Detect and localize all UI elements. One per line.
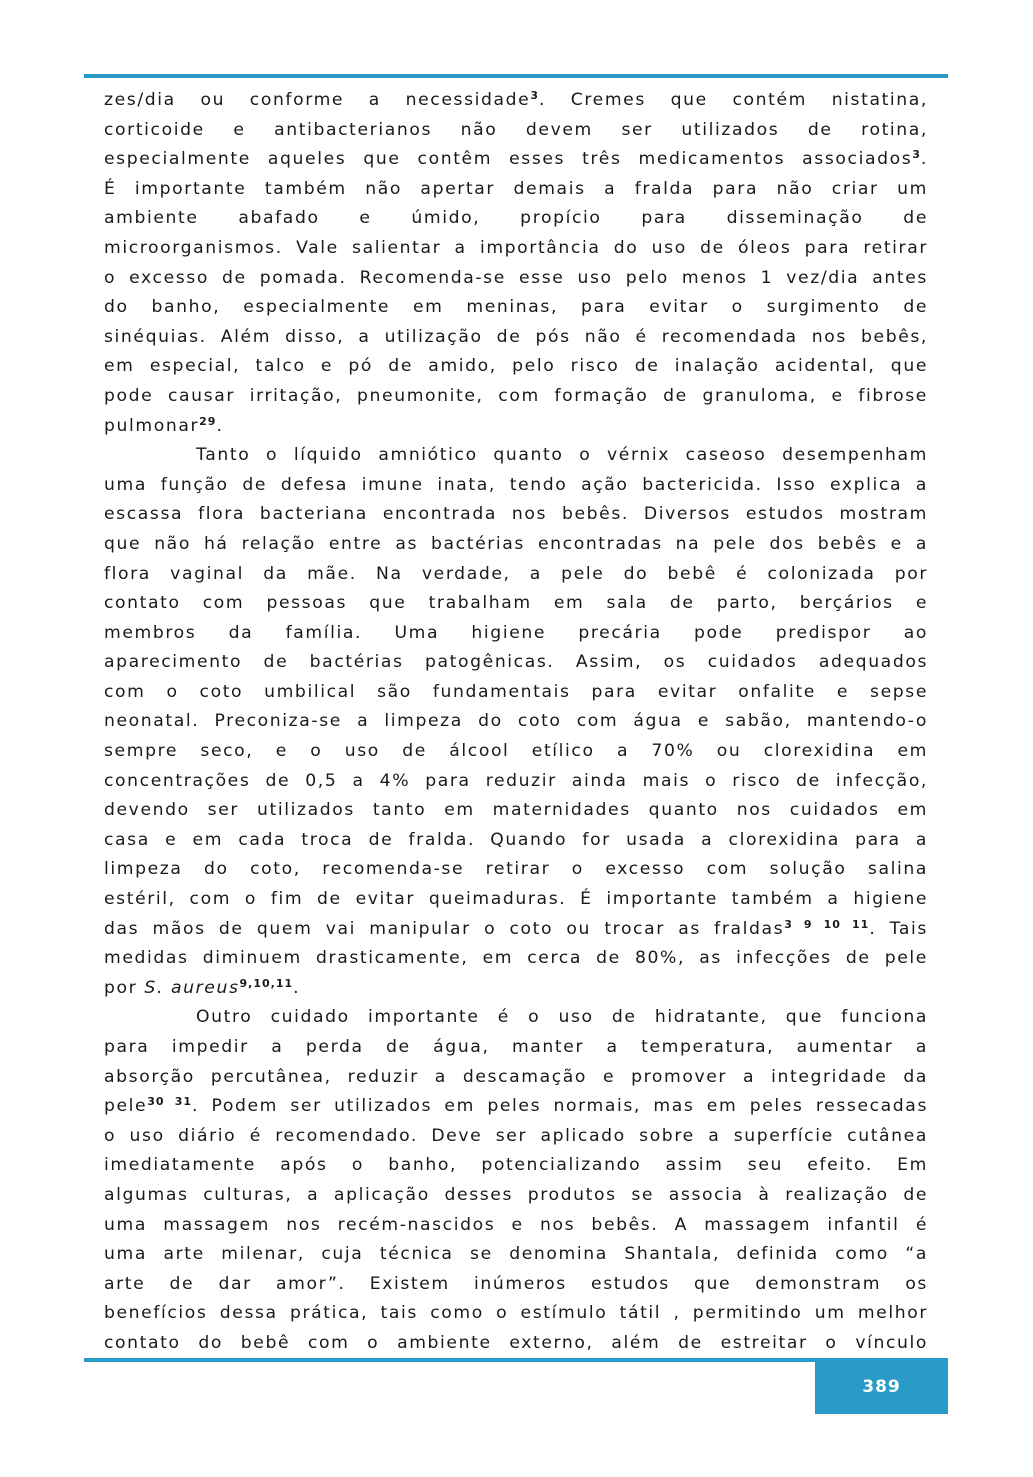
text-segment: absorção percutânea, reduzir a descamação e promover a integridade da: [104, 1066, 928, 1087]
text-line: [104, 412, 928, 442]
text-segment: aparecimento de bactérias patogênicas. Assim, os cuidados adequados: [104, 652, 928, 673]
text-segment: . Cremes que contém nistatina,: [538, 90, 928, 110]
text-segment: zes/dia ou conforme a necessidade: [104, 90, 531, 110]
text-line: [104, 826, 928, 856]
text-line: [104, 915, 928, 945]
text-line: [104, 1122, 928, 1152]
text-segment: do banho, especialmente em meninas, para evitar o surgimento de: [104, 297, 928, 318]
text-segment: microorganismos. Vale salientar a importância do uso de óleos para retirar: [104, 237, 928, 258]
text-segment: flora vaginal da mãe. Na verdade, a pele do bebê é colonizada por: [104, 563, 928, 584]
text-line: [104, 382, 928, 412]
text-line: [104, 116, 928, 146]
top-rule: [84, 74, 948, 78]
text-line: [104, 86, 928, 116]
text-segment: contato do bebê com o ambiente externo, além de estreitar o vínculo: [104, 1332, 928, 1353]
page-number-badge: [815, 1360, 948, 1414]
text-segment: das mãos de quem vai manipular o coto ou trocar as fraldas: [104, 918, 785, 939]
text-segment: .: [920, 149, 928, 170]
text-segment: Outro cuidado importante é o uso de hidratante, que funciona: [196, 1007, 928, 1028]
text-segment: devendo ser utilizados tanto em maternidades quanto nos cuidados em: [104, 800, 928, 821]
text-line: [104, 441, 928, 471]
text-segment: por: [104, 977, 145, 998]
text-line: [104, 234, 928, 264]
text-line: [104, 855, 928, 885]
text-line: [104, 648, 928, 678]
text-line: [104, 1270, 928, 1300]
text-line: [104, 1240, 928, 1270]
text-segment: escassa flora bacteriana encontrada nos bebês. Diversos estudos mostram: [104, 504, 928, 525]
text-line: [104, 500, 928, 530]
text-segment: com o coto umbilical são fundamentais para evitar onfalite e sepse: [104, 681, 928, 702]
text-line: [104, 1033, 928, 1063]
text-line: [104, 1003, 928, 1033]
text-segment: o excesso de pomada. Recomenda-se esse uso pelo menos 1 vez/dia antes: [104, 267, 928, 288]
text-segment: medidas diminuem drasticamente, em cerca de 80%, as infecções de pele: [104, 948, 928, 969]
text-segment: estéril, com o fim de evitar queimaduras. É importante também a higiene: [104, 889, 928, 910]
text-line: [104, 619, 928, 649]
text-line: [104, 707, 928, 737]
text-segment: para impedir a perda de água, manter a temperatura, aumentar a: [104, 1037, 928, 1057]
text-segment: sinéquias. Além disso, a utilização de pós não é recomendada nos bebês,: [104, 326, 928, 347]
text-line: [104, 204, 928, 234]
text-segment: concentrações de 0,5 a 4% para reduzir ainda mais o risco de infecção,: [104, 770, 928, 791]
text-line: [104, 1211, 928, 1241]
text-segment: pode causar irritação, pneumonite, com formação de granuloma, e fibrose: [104, 385, 928, 406]
text-segment: uma arte milenar, cuja técnica se denomina Shantala, definida como “a: [104, 1244, 928, 1265]
text-segment: corticoide e antibacterianos não devem ser utilizados de rotina,: [104, 119, 928, 140]
reference-superscript: 3 9 10 11: [784, 917, 870, 931]
text-segment: uma função de defesa imune inata, tendo ação bactericida. Isso explica a: [104, 474, 928, 495]
text-segment: contato com pessoas que trabalham em sala de parto, berçários e: [104, 593, 928, 614]
text-line: [104, 145, 928, 175]
text-segment: . Podem ser utilizados em peles normais, mas em peles ressecadas: [192, 1096, 928, 1117]
text-segment: neonatal. Preconiza-se a limpeza do coto com água e sabão, mantendo-o: [104, 711, 928, 732]
text-line: [104, 323, 928, 353]
text-segment: ambiente abafado e úmido, propício para disseminação de: [104, 208, 928, 229]
text-line: [104, 264, 928, 294]
text-segment: imediatamente após o banho, potencializando assim seu efeito. Em: [104, 1155, 928, 1176]
reference-superscript: 29: [199, 414, 217, 428]
text-line: [104, 471, 928, 501]
text-segment: .: [293, 977, 301, 998]
text-segment: . Tais: [869, 918, 928, 939]
text-line: [104, 1063, 928, 1093]
text-segment: sempre seco, e o uso de álcool etílico a 70% ou clorexidina em: [104, 741, 928, 762]
reference-superscript: 3: [912, 148, 921, 162]
text-segment: o uso diário é recomendado. Deve ser aplicado sobre a superfície cutânea: [104, 1125, 928, 1146]
text-line: [104, 530, 928, 560]
text-line: [104, 589, 928, 619]
text-line: [104, 175, 928, 205]
text-line: [104, 796, 928, 826]
reference-superscript: 3: [530, 89, 539, 102]
text-line: [104, 944, 928, 974]
text-line: [104, 1329, 928, 1359]
text-line: [104, 737, 928, 767]
text-segment: especialmente aqueles que contêm esses três medicamentos associados: [104, 149, 913, 170]
text-segment: uma massagem nos recém-nascidos e nos bebês. A massagem infantil é: [104, 1214, 928, 1235]
text-segment: pele: [104, 1096, 148, 1117]
body-text: [104, 86, 928, 1359]
text-line: [104, 293, 928, 323]
text-line: [104, 678, 928, 708]
text-segment: em especial, talco e pó de amido, pelo risco de inalação acidental, que: [104, 356, 928, 377]
text-line: [104, 1181, 928, 1211]
text-segment: Tanto o líquido amniótico quanto o vérnix caseoso desempenham: [196, 445, 928, 466]
text-segment: algumas culturas, a aplicação desses produtos se associa à realização de: [104, 1184, 928, 1205]
text-line: [104, 560, 928, 590]
text-segment: .: [216, 415, 224, 436]
text-segment: benefícios dessa prática, tais como o estímulo tátil , permitindo um melhor: [104, 1303, 928, 1324]
text-segment: É importante também não apertar demais a fralda para não criar um: [104, 178, 928, 199]
reference-superscript: 30 31: [147, 1095, 193, 1109]
page-number: 389: [862, 1377, 901, 1397]
text-line: [104, 352, 928, 382]
text-segment: pulmonar: [104, 415, 200, 436]
text-segment: arte de dar amor”. Existem inúmeros estudos que demonstram os: [104, 1273, 928, 1294]
text-line: [104, 1299, 928, 1329]
text-line: [104, 974, 928, 1004]
text-segment: que não há relação entre as bactérias encontradas na pele dos bebês e a: [104, 533, 928, 554]
text-line: [104, 767, 928, 797]
text-line: [104, 1151, 928, 1181]
text-segment: casa e em cada troca de fralda. Quando for usada a clorexidina para a: [104, 829, 928, 850]
reference-superscript: 9,10,11: [239, 976, 294, 990]
text-segment: limpeza do coto, recomenda-se retirar o excesso com solução salina: [104, 859, 928, 880]
text-line: [104, 885, 928, 915]
text-segment: membros da família. Uma higiene precária pode predispor ao: [104, 622, 928, 643]
text-line: [104, 1092, 928, 1122]
italic-term: S. aureus: [144, 977, 240, 998]
